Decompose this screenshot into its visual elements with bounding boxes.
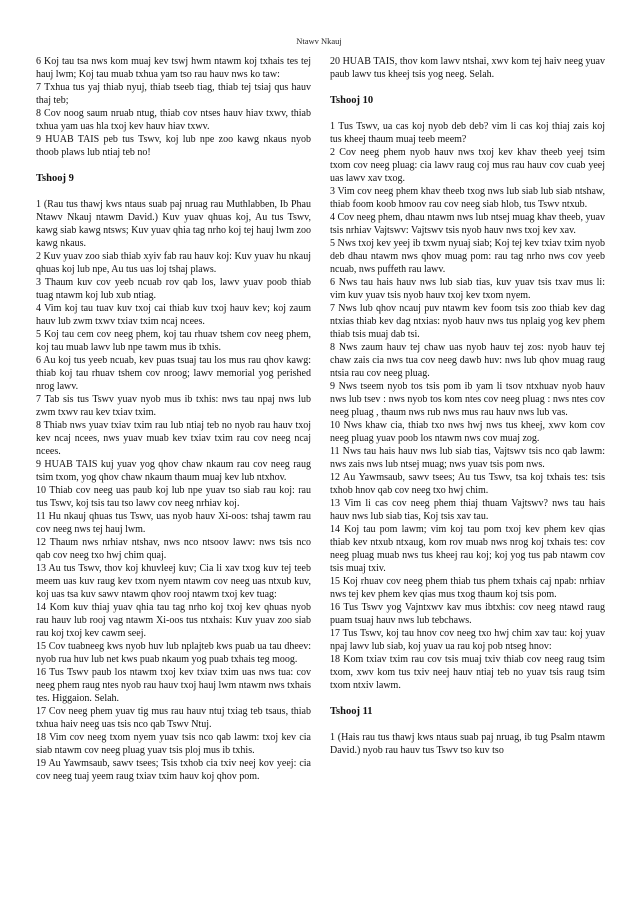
verse: 2 Cov neeg phem nyob hauv nws txoj kev khav theeb yeej tsim txom cov neeg pluag: cia lawv raug coj mus rau hauv cov cuab yeej uas lawv xav txog.	[330, 147, 605, 184]
verse: 10 Thiab cov neeg uas paub koj lub npe yuav tso siab rau koj: rau tus Tswv, koj tsis tau tso lawv cov neeg nrhiav koj.	[36, 485, 311, 509]
verse: 19 Au Yawmsaub, sawv tsees; Tsis txhob cia txiv neej kov yeej: cia cov neeg tuaj yeem raug txiav txim hauv koj qhov pom.	[36, 758, 311, 782]
verse-list	[36, 198, 311, 783]
verse: 12 Thaum nws nrhiav ntshav, nws nco ntsoov lawv: nws tsis nco qab cov neeg txo hwj chim quaj.	[36, 537, 311, 561]
verse: 3 Vim cov neeg phem khav theeb txog nws lub siab lub siab ntshaw, thiab foom koob hmoov rau cov neeg siab hlob, tus Tswv ntxub.	[330, 186, 605, 210]
verse: 12 Au Yawmsaub, sawv tsees; Au tus Tswv, tsa koj txhais tes: tsis txhob hnov qab cov neeg txo hwj chim.	[330, 472, 605, 496]
right-column	[330, 55, 605, 757]
verse: 11 Hu nkauj qhuas tus Tswv, uas nyob hauv Xi-oos: tshaj tawm rau cov neeg nws tej hauj lwm.	[36, 511, 311, 535]
verse: 4 Cov neeg phem, dhau ntawm nws lub ntsej muag khav theeb, yuav tsis nrhiav Vajtswv: Vajtswv tsis nyob hauv nws txoj kev xav.	[330, 212, 605, 236]
verse: 7 Txhua tus yaj thiab nyuj, thiab tseeb tiag, thiab tej tsiaj qus hauv thaj teb;	[36, 82, 311, 106]
verse: 13 Vim li cas cov neeg phem thiaj thuam Vajtswv? nws tau hais hauv nws lub siab tias, Koj tsis xav tau.	[330, 498, 605, 522]
verse: 14 Kom kuv thiaj yuav qhia tau tag nrho koj txoj kev qhuas nyob rau hauv lub rooj vag ntawm Xi-oos tus ntxhais: Kuv yuav zoo siab rau koj txoj kev cawm seej.	[36, 602, 311, 639]
verse: 15 Cov tuabneeg kws nyob huv lub nplajteb kws puab ua tau dheev: nyob rua huv lub net kws puab nkaum yog puab txhais teg moog.	[36, 641, 311, 665]
verse: 1 (Hais rau tus thawj kws ntaus suab paj nruag, ib tug Psalm ntawm David.) nyob rau hauv tus Tswv tso kuv tso	[330, 732, 605, 756]
running-head: Ntawv Nkauj	[296, 36, 342, 46]
verse: 18 Kom txiav txim rau cov tsis muaj txiv thiab cov neeg raug tsim txom, xwv kom tus txiv neej hauv ntiaj teb no yuav tsis raug tsim txom ntxiv lawm.	[330, 654, 605, 691]
verse: 1 Tus Tswv, ua cas koj nyob deb deb? vim li cas koj thiaj zais koj tus kheej thaum muaj teeb meem?	[330, 121, 605, 145]
verse: 9 HUAB TAIS peb tus Tswv, koj lub npe zoo kawg nkaus nyob thoob plaws lub ntiaj teb no!	[36, 134, 311, 158]
verse: 6 Koj tau tsa nws kom muaj kev tswj hwm ntawm koj txhais tes tej hauj lwm; Koj tau muab txhua yam tso rau hauv nws ko taw:	[36, 56, 311, 80]
left-column	[36, 55, 311, 783]
verse: 14 Koj tau pom lawm; vim koj tau pom txoj kev phem kev qias thiab kev ntxub ntxaug, kom rov muab nws nrog koj txhais tes: cov neeg pluag muab nws tus kheej rau koj; koj yog tus pab ntawm cov tsis muaj txiv.	[330, 524, 605, 574]
verse: 8 Thiab nws yuav txiav txim rau lub ntiaj teb no nyob rau hauv txoj kev ncaj ncees, nws yuav muab kev txiav txim rau cov neeg ncaj ncees.	[36, 420, 311, 457]
verse: 6 Au koj tus yeeb ncuab, kev puas tsuaj tau los mus rau qhov kawg: thiab koj tau rhuav tshem cov nroog; lawv memorial yog perished nrog lawv.	[36, 355, 311, 392]
verse: 16 Tus Tswv paub los ntawm txoj kev txiav txim uas nws tua: cov neeg phem raug ntes nyob rau hauv txoj hauj lwm ntawm nws txhais tes. Higgaion. Selah.	[36, 667, 311, 704]
verse: 11 Nws tau hais hauv nws lub siab tias, Vajtswv tsis nco qab lawm: nws zais nws lub ntsej muag; nws yuav tsis pom nws.	[330, 446, 605, 470]
verse: 3 Thaum kuv cov yeeb ncuab rov qab los, lawv yuav poob thiab tuag ntawm koj lub xub ntiag.	[36, 277, 311, 301]
verse: 9 HUAB TAIS kuj yuav yog qhov chaw nkaum rau cov neeg raug tsim txom, yog qhov chaw nkaum thaum muaj kev lub ntxhov.	[36, 459, 311, 483]
verse: 7 Nws lub qhov ncauj puv ntawm kev foom tsis zoo thiab kev dag ntxias thiab kev dag ntxias: nyob hauv nws tus nplaig yog kev phem thiab tsis muaj dab tsi.	[330, 303, 605, 340]
chapter-heading: Tshooj 9	[36, 173, 74, 184]
verse: 9 Nws tseem nyob tos tsis pom ib yam li tsov ntxhuav nyob hauv nws lub tsev : nws nyob tos kom ntes cov neeg pluag : nws ntes cov neeg pluag , thaum nws rub nws mus rau hauv nws lub vas.	[330, 381, 605, 418]
verse: 8 Cov noog saum nruab ntug, thiab cov ntses hauv hiav txwv, thiab txhua yam uas hla txoj kev hauv hiav txwv.	[36, 108, 311, 132]
verse: 7 Tab sis tus Tswv yuav nyob mus ib txhis: nws tau npaj nws lub zwm txwv rau kev txiav txim.	[36, 394, 311, 418]
verse: 5 Koj tau cem cov neeg phem, koj tau rhuav tshem cov neeg phem, koj tau muab lawv lub npe tawm mus ib txhis.	[36, 329, 311, 353]
verse: 18 Vim cov neeg txom nyem yuav tsis nco qab lawm: txoj kev cia siab ntawm cov neeg pluag yuav tsis ploj mus ib txhis.	[36, 732, 311, 756]
verse: 6 Nws tau hais hauv nws lub siab tias, kuv yuav tsis txav mus li: vim kuv yuav tsis nyob hauv txoj kev txom nyem.	[330, 277, 605, 301]
verse-list	[330, 120, 605, 692]
verse: 2 Kuv yuav zoo siab thiab xyiv fab rau hauv koj: Kuv yuav hu nkauj qhuas koj lub npe, Au tus uas loj tshaj plaws.	[36, 251, 311, 275]
verse-list	[330, 731, 605, 757]
verse: 10 Nws khaw cia, thiab txo nws hwj nws tus kheej, xwv kom cov neeg pluag yuav poob los ntawm nws cov muaj zog.	[330, 420, 605, 444]
verse: 1 (Rau tus thawj kws ntaus suab paj nruag rau Muthlabben, Ib Phau Ntawv Nkauj ntawm David.) Kuv yuav qhuas koj, Au tus Tswv, kawg siab kawg ntsws; Kuv yuav qhia tag nrho koj tej hauj lwm zoo kawg nkaus.	[36, 199, 311, 249]
verse: 4 Vim koj tau tuav kuv txoj cai thiab kuv txoj hauv kev; koj zaum hauv lub zwm txwv txiav txim ncaj ncees.	[36, 303, 311, 327]
verse: 20 HUAB TAIS, thov kom lawv ntshai, xwv kom tej haiv neeg yuav paub lawv tus kheej tsis yog neeg. Selah.	[330, 56, 605, 80]
chapter-heading: Tshooj 10	[330, 95, 374, 106]
chapter-heading: Tshooj 11	[330, 706, 373, 717]
verse: 17 Tus Tswv, koj tau hnov cov neeg txo hwj chim xav tau: koj yuav npaj lawv lub siab, koj yuav ua rau koj pob ntseg hnov:	[330, 628, 605, 652]
verse-list-before	[330, 55, 605, 81]
verse: 15 Koj rhuav cov neeg phem thiab tus phem txhais caj npab: nrhiav nws tej kev phem kev qias mus txog thaum koj tsis pom.	[330, 576, 605, 600]
verse: 5 Nws txoj kev yeej ib txwm nyuaj siab; Koj tej kev txiav txim nyob deb dhau ntawm nws qhov muag pom: rau tag nrho nws cov yeeb ncuab, nws puffeth rau lawv.	[330, 238, 605, 275]
verse: 17 Cov neeg phem yuav tig mus rau hauv ntuj txiag teb tsaus, thiab txhua haiv neeg uas tsis nco qab Tswv Ntuj.	[36, 706, 311, 730]
verse: 8 Nws zaum hauv tej chaw uas nyob hauv tej zos: nyob hauv tej chaw zais cia nws tua cov neeg dawb huv: nws lub qhov muag raug ntsia rau cov neeg pluag.	[330, 342, 605, 379]
verse-list-before	[36, 55, 311, 159]
verse: 16 Tus Tswv yog Vajntxwv kav mus ibtxhis: cov neeg ntawd raug puam tsuaj hauv nws lub tebchaws.	[330, 602, 605, 626]
verse: 13 Au tus Tswv, thov koj khuvleej kuv; Cia li xav txog kuv tej teeb meem uas kuv raug kev txom nyem ntawm cov neeg uas ntxub kuv, koj uas tsa kuv sawv ntawm qhov rooj ntawm txoj kev tuag:	[36, 563, 311, 600]
